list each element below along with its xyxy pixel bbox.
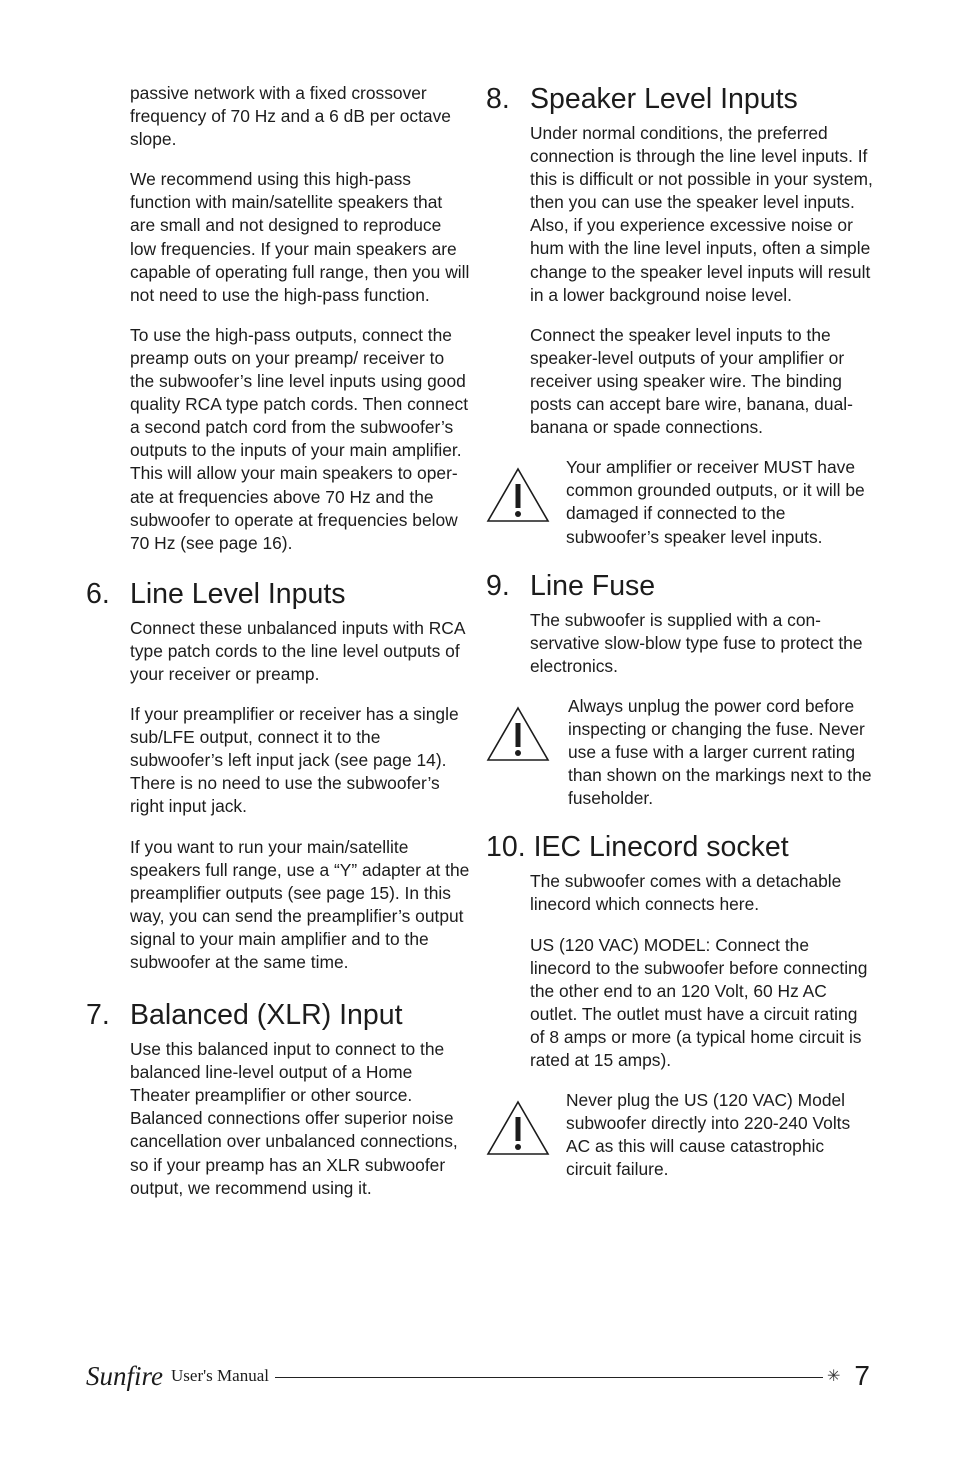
warning-triangle-icon [486, 1099, 550, 1157]
body-paragraph: If your preamplifier or receiver has a single sub/LFE output, connect it to the subwoofer’s left input jack (see page 14). There is no need to use the subwoofer’s right input jack. [130, 704, 459, 817]
page-footer [86, 1356, 870, 1396]
section-title: Speaker Level Inputs [530, 83, 798, 115]
section-10-heading [486, 830, 874, 864]
warning-text: Never plug the US (120 VAC) Model subwoofer directly into 220-240 Volts AC as this will cause catastrophic circuit failure. [566, 1090, 851, 1180]
body-paragraph: The subwoofer is supplied with a conservative slow-blow type fuse to protect the electronics. [530, 609, 863, 676]
section-number: 6. [86, 577, 110, 610]
warning-triangle-icon [486, 705, 550, 763]
brand-logo: Sunfire [86, 1360, 163, 1391]
section-6-body [130, 617, 472, 974]
section-9-body [530, 609, 874, 678]
warning-note [486, 456, 874, 548]
body-paragraph: US (120 VAC) MODEL: Connect the linecord to the subwoofer before connecting the other end to an 120 Volt, 60 Hz AC outlet. The outlet must have a circuit rating of 8 amps or more (a typical home circuit is rated at 15 amps). [530, 934, 868, 1070]
section-10-body [530, 870, 874, 1072]
body-paragraph: Connect the speaker level inputs to the speaker-level outputs of your amplifier or receiver using speaker wire. The binding posts can accept bare wire, banana, dual-banana or spade connections. [530, 324, 853, 438]
warning-note [486, 695, 874, 810]
warning-text: Always unplug the power cord before inspecting or changing the fuse. Never use a fuse with a larger current rating than shown on the markings next to the fuseholder. [568, 695, 872, 809]
section-7-body [130, 1038, 472, 1200]
body-paragraph: The subwoofer comes with a detachable linecord which connects here. [530, 871, 842, 915]
star-icon: ✳ [827, 1368, 841, 1385]
section-number: 8. [486, 83, 510, 115]
right-column [486, 82, 874, 1195]
warning-text: Your amplifier or receiver MUST have common grounded outputs, or it will be damaged if connected to the subwoofer’s speaker level inputs. [566, 457, 865, 547]
section-8-body [530, 122, 874, 439]
section-title: Line Level Inputs [130, 577, 346, 610]
page-number: 7 [854, 1360, 870, 1391]
section-number: 7. [86, 999, 110, 1032]
warning-note [486, 1089, 874, 1181]
intro-paragraph: To use the high-pass outputs, connect the preamp outs on your preamp/ receiver to the subwoofer’s line level inputs using good quality RCA type patch cords. Then connect a second patch cord from the subwoofer’s outputs to the inputs of your main amplifier. This will allow your main speakers to operate at frequencies above 70 Hz and the subwoofer to operate at frequencies below 70 Hz (see page 16). [130, 324, 469, 553]
intro-paragraph: passive network with a fixed crossover frequency of 70 Hz and a 6 dB per octave slope. [130, 83, 451, 150]
body-paragraph: If you want to run your main/satellite speakers full range, use a “Y” adapter at the preamplifier outputs (see page 15). In this way, you can send the preamplifier’s output signal to your main amplifier and to the subwoofer at the same time. [130, 836, 470, 972]
section-7-heading [86, 998, 472, 1032]
section-6-heading [86, 577, 472, 611]
section-title: Balanced (XLR) Input [130, 999, 403, 1032]
section-title: Line Fuse [530, 569, 656, 602]
footer-rule [275, 1377, 823, 1378]
intro-paragraph: We recommend using this high-pass function with main/satellite speakers that are small and not designed to reproduce low frequencies. If your main speakers are capable of operating full range, then you will not need to use the high-pass function. [130, 169, 470, 305]
intro-text [130, 82, 472, 555]
section-number: 10. [486, 831, 526, 864]
left-column [86, 82, 472, 1217]
section-title: IEC Linecord socket [533, 831, 789, 864]
manual-label: User's Manual [171, 1366, 269, 1385]
body-paragraph: Under normal conditions, the preferred connection is through the line level inputs. If this is difficult or not possible in your system, then you can use the speaker level inputs. Also, if you experience excessive noise or hum with the line level inputs, often a simple change to the speaker level inputs will result in a lower background noise level. [530, 123, 873, 305]
body-paragraph: Use this balanced input to connect to the balanced line-level output of a Home Theater preamplifier or other source. Balanced connections offer superior noise cancellation over unbalanced connections, so if your preamp has an XLR subwoofer output, we recommend using it. [130, 1039, 458, 1198]
warning-triangle-icon [486, 466, 550, 524]
section-9-heading [486, 569, 874, 603]
body-paragraph: Connect these unbalanced inputs with RCA type patch cords to the line level outputs of your receiver or preamp. [130, 617, 465, 684]
section-8-heading [486, 82, 874, 116]
section-number: 9. [486, 569, 510, 602]
